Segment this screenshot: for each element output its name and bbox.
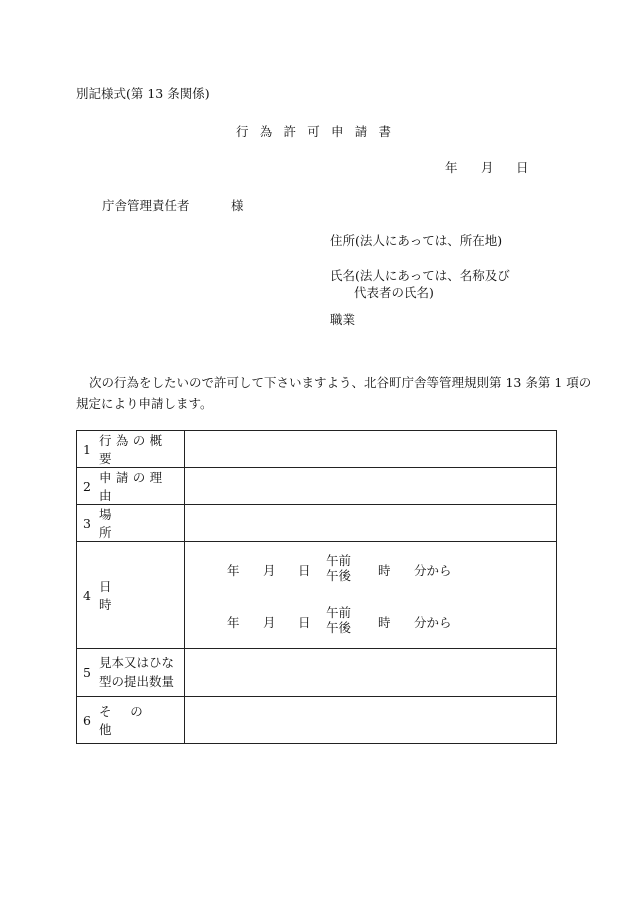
reason-field[interactable] — [185, 468, 557, 505]
table-row-reason — [77, 468, 557, 505]
start-minute-label: 分から — [414, 563, 452, 578]
end-day-label: 日 — [298, 615, 311, 630]
application-table — [76, 430, 557, 744]
row-number: 3 — [83, 515, 91, 531]
body-text-line2: 規定により申請します。 — [76, 396, 213, 411]
datetime-field[interactable] — [185, 542, 557, 649]
place-field[interactable] — [185, 505, 557, 542]
end-minute-label: 分から — [414, 615, 452, 630]
form-title: 行為許可申請書 — [236, 124, 403, 139]
datetime-start-line — [185, 543, 556, 595]
end-month-label: 月 — [263, 615, 276, 630]
datetime-end-line — [185, 595, 556, 647]
addressee-honorific: 様 — [231, 198, 244, 213]
start-month-label: 月 — [263, 563, 276, 578]
date-year-label: 年 — [445, 160, 458, 175]
end-hour-label: 時 — [378, 615, 391, 630]
table-row-place — [77, 505, 557, 542]
row-label-other: その他 — [99, 704, 162, 737]
row-label-place: 場所 — [99, 507, 166, 540]
row-label-sample-quantity: 見本又はひな 型の提出数量 — [99, 655, 175, 689]
end-year-label: 年 — [227, 615, 240, 630]
row-number: 1 — [83, 441, 91, 457]
body-text-line1: 次の行為をしたいので許可して下さいますよう、北谷町庁舎等管理規則第 13 条第 1 項の — [89, 375, 592, 390]
other-field[interactable] — [185, 697, 557, 744]
row-number: 2 — [83, 478, 91, 494]
table-row-other — [77, 697, 557, 744]
date-month-label: 月 — [481, 160, 494, 175]
date-day-label: 日 — [516, 160, 529, 175]
applicant-address-label: 住所(法人にあっては、所在地) — [330, 233, 503, 248]
table-row-activity-summary — [77, 431, 557, 468]
row-number: 5 — [83, 665, 91, 680]
row-label-datetime: 日時 — [99, 579, 166, 612]
table-row-sample-quantity — [77, 649, 557, 697]
row-label-reason: 申請の理由 — [99, 470, 167, 503]
sample-quantity-field[interactable] — [185, 649, 557, 697]
start-day-label: 日 — [298, 563, 311, 578]
row-number: 4 — [83, 587, 91, 603]
row-number: 6 — [83, 712, 91, 728]
form-reference: 別記様式(第 13 条関係) — [76, 86, 210, 101]
applicant-name-label-line1: 氏名(法人にあっては、名称及び — [330, 268, 510, 283]
addressee-name: 庁舎管理責任者 — [102, 198, 190, 213]
applicant-occupation-label: 職業 — [330, 312, 356, 327]
end-ampm-label: 午前 午後 — [326, 605, 352, 635]
start-year-label: 年 — [227, 563, 240, 578]
applicant-name-label-line2: 代表者の氏名) — [354, 285, 434, 300]
start-hour-label: 時 — [378, 563, 391, 578]
row-label-activity-summary: 行為の概要 — [99, 433, 167, 466]
activity-summary-field[interactable] — [185, 431, 557, 468]
start-ampm-label: 午前 午後 — [326, 553, 352, 583]
table-row-datetime — [77, 542, 557, 649]
